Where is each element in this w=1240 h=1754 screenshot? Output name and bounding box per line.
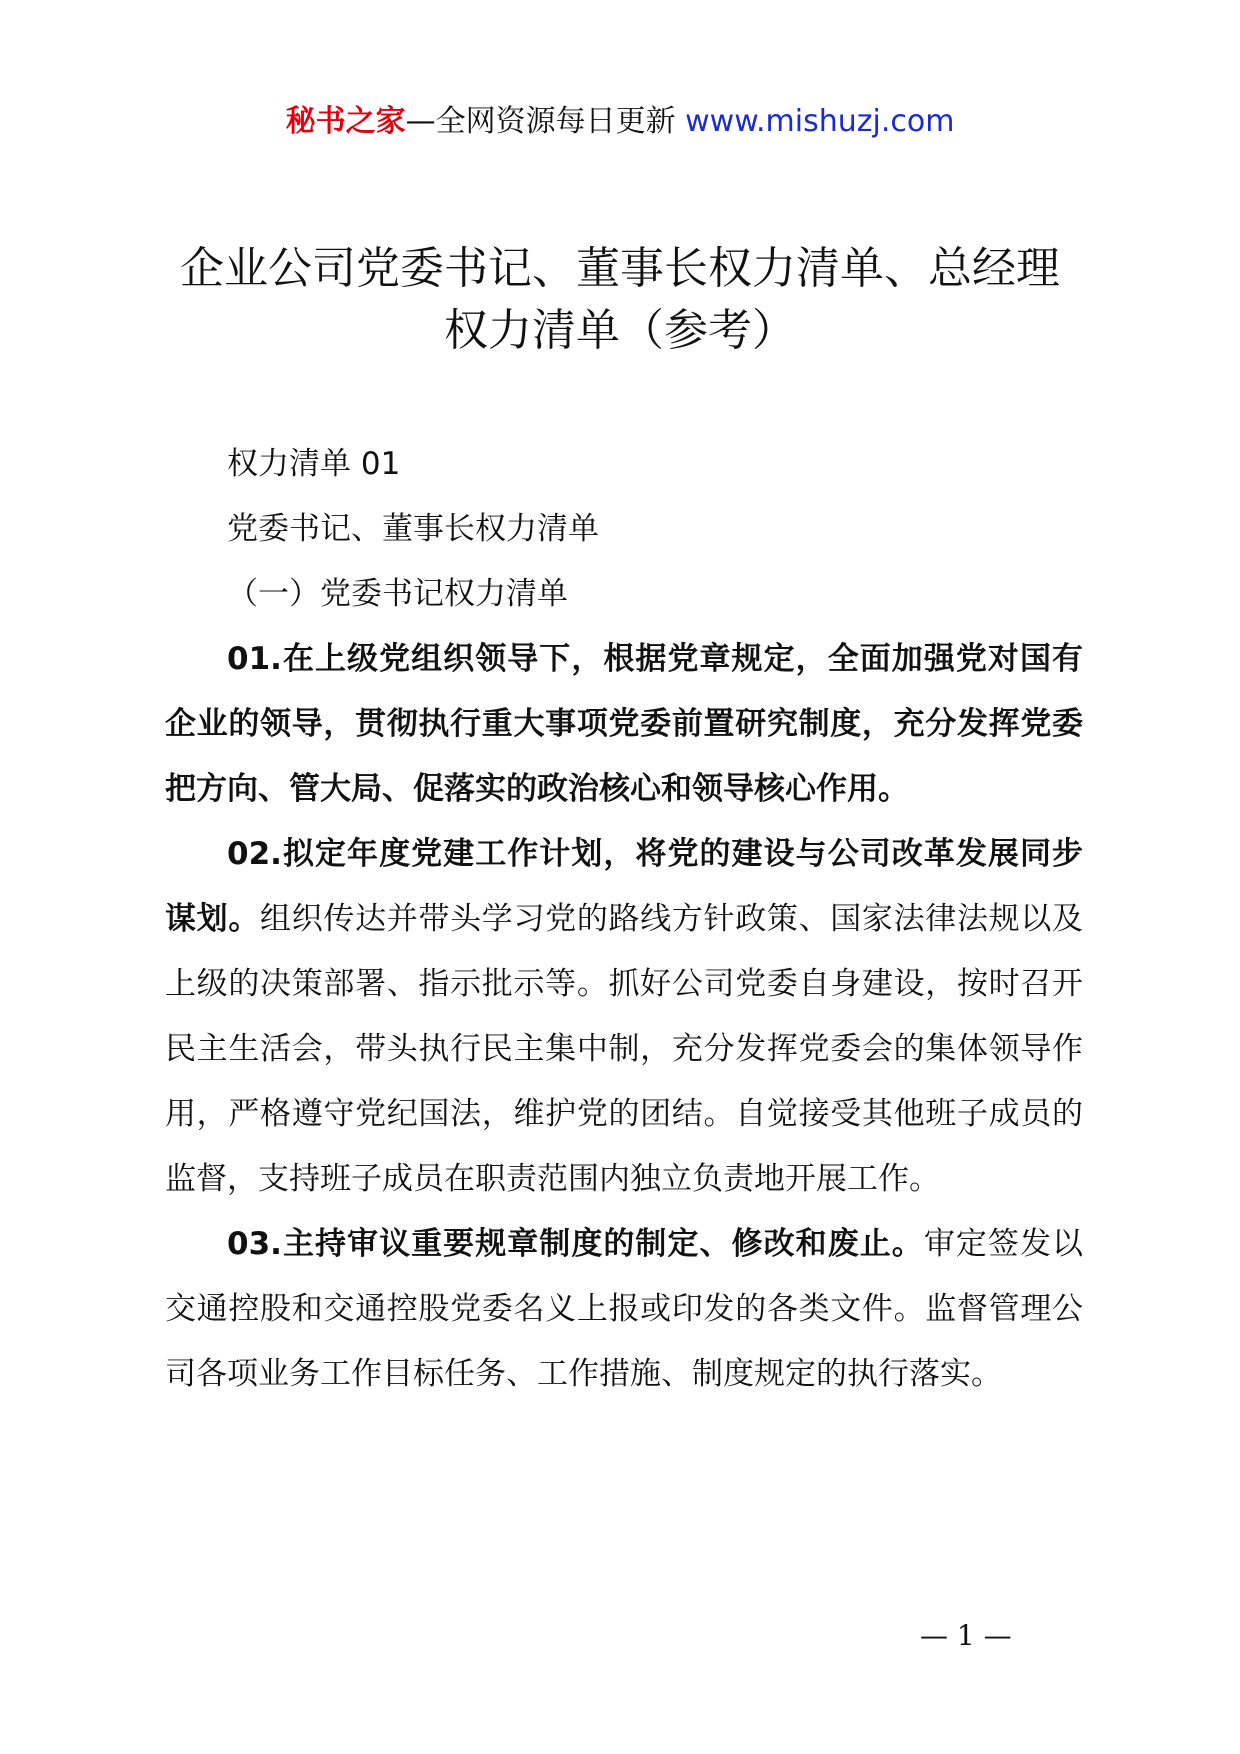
site-url-link[interactable]: www.mishuzj.com — [685, 104, 955, 139]
title-line-1: 企业公司党委书记、董事长权力清单、总经理 — [180, 243, 1060, 294]
brand-name: 秘书之家 — [285, 104, 406, 139]
item-02-paragraph — [165, 822, 1083, 1212]
subsection-heading: （一）党委书记权力清单 — [227, 576, 568, 612]
item-01-paragraph: 01.在上级党组织领导下，根据党章规定，全面加强党对国有企业的领导，贯彻执行重大事项党委前置研究制度，充分发挥党委把方向、管大局、促落实的政治核心和领导核心作用。 — [165, 641, 1083, 807]
section-heading: 党委书记、董事长权力清单 — [227, 511, 599, 547]
item-03-paragraph — [165, 1212, 1083, 1407]
page-number: — 1 — — [920, 1619, 1012, 1652]
header-tagline: —全网资源每日更新 — [405, 104, 676, 139]
item-03-lead: 03.主持审议重要规章制度的制定、修改和废止。 — [227, 1226, 924, 1262]
item-03-text: 审定签发以交通控股和交通控股党委名义上报或印发的各类文件。监督管理公司各项业务工作目标任务、工作措施、制度规定的执行落实。 — [165, 1226, 1084, 1392]
item-02-lead: 02.拟定年度党建工作计划，将党的建设与公司改革发展同步谋划。 — [165, 836, 1083, 937]
document-title — [150, 238, 1090, 362]
title-line-2: 权力清单（参考） — [444, 305, 796, 356]
item-02-text: 组织传达并带头学习党的路线方针政策、国家法律法规以及上级的决策部署、指示批示等。抓好公司党委自身建设，按时召开民主生活会，带头执行民主集中制，充分发挥党委会的集体领导作用，严格遵守党纪国法，维护党的团结。自觉接受其他班子成员的监督，支持班子成员在职责范围内独立负责地开展工作。 — [165, 901, 1084, 1197]
site-header — [0, 100, 1240, 144]
list-heading: 权力清单 01 — [227, 446, 401, 482]
document-body — [165, 432, 1083, 1407]
